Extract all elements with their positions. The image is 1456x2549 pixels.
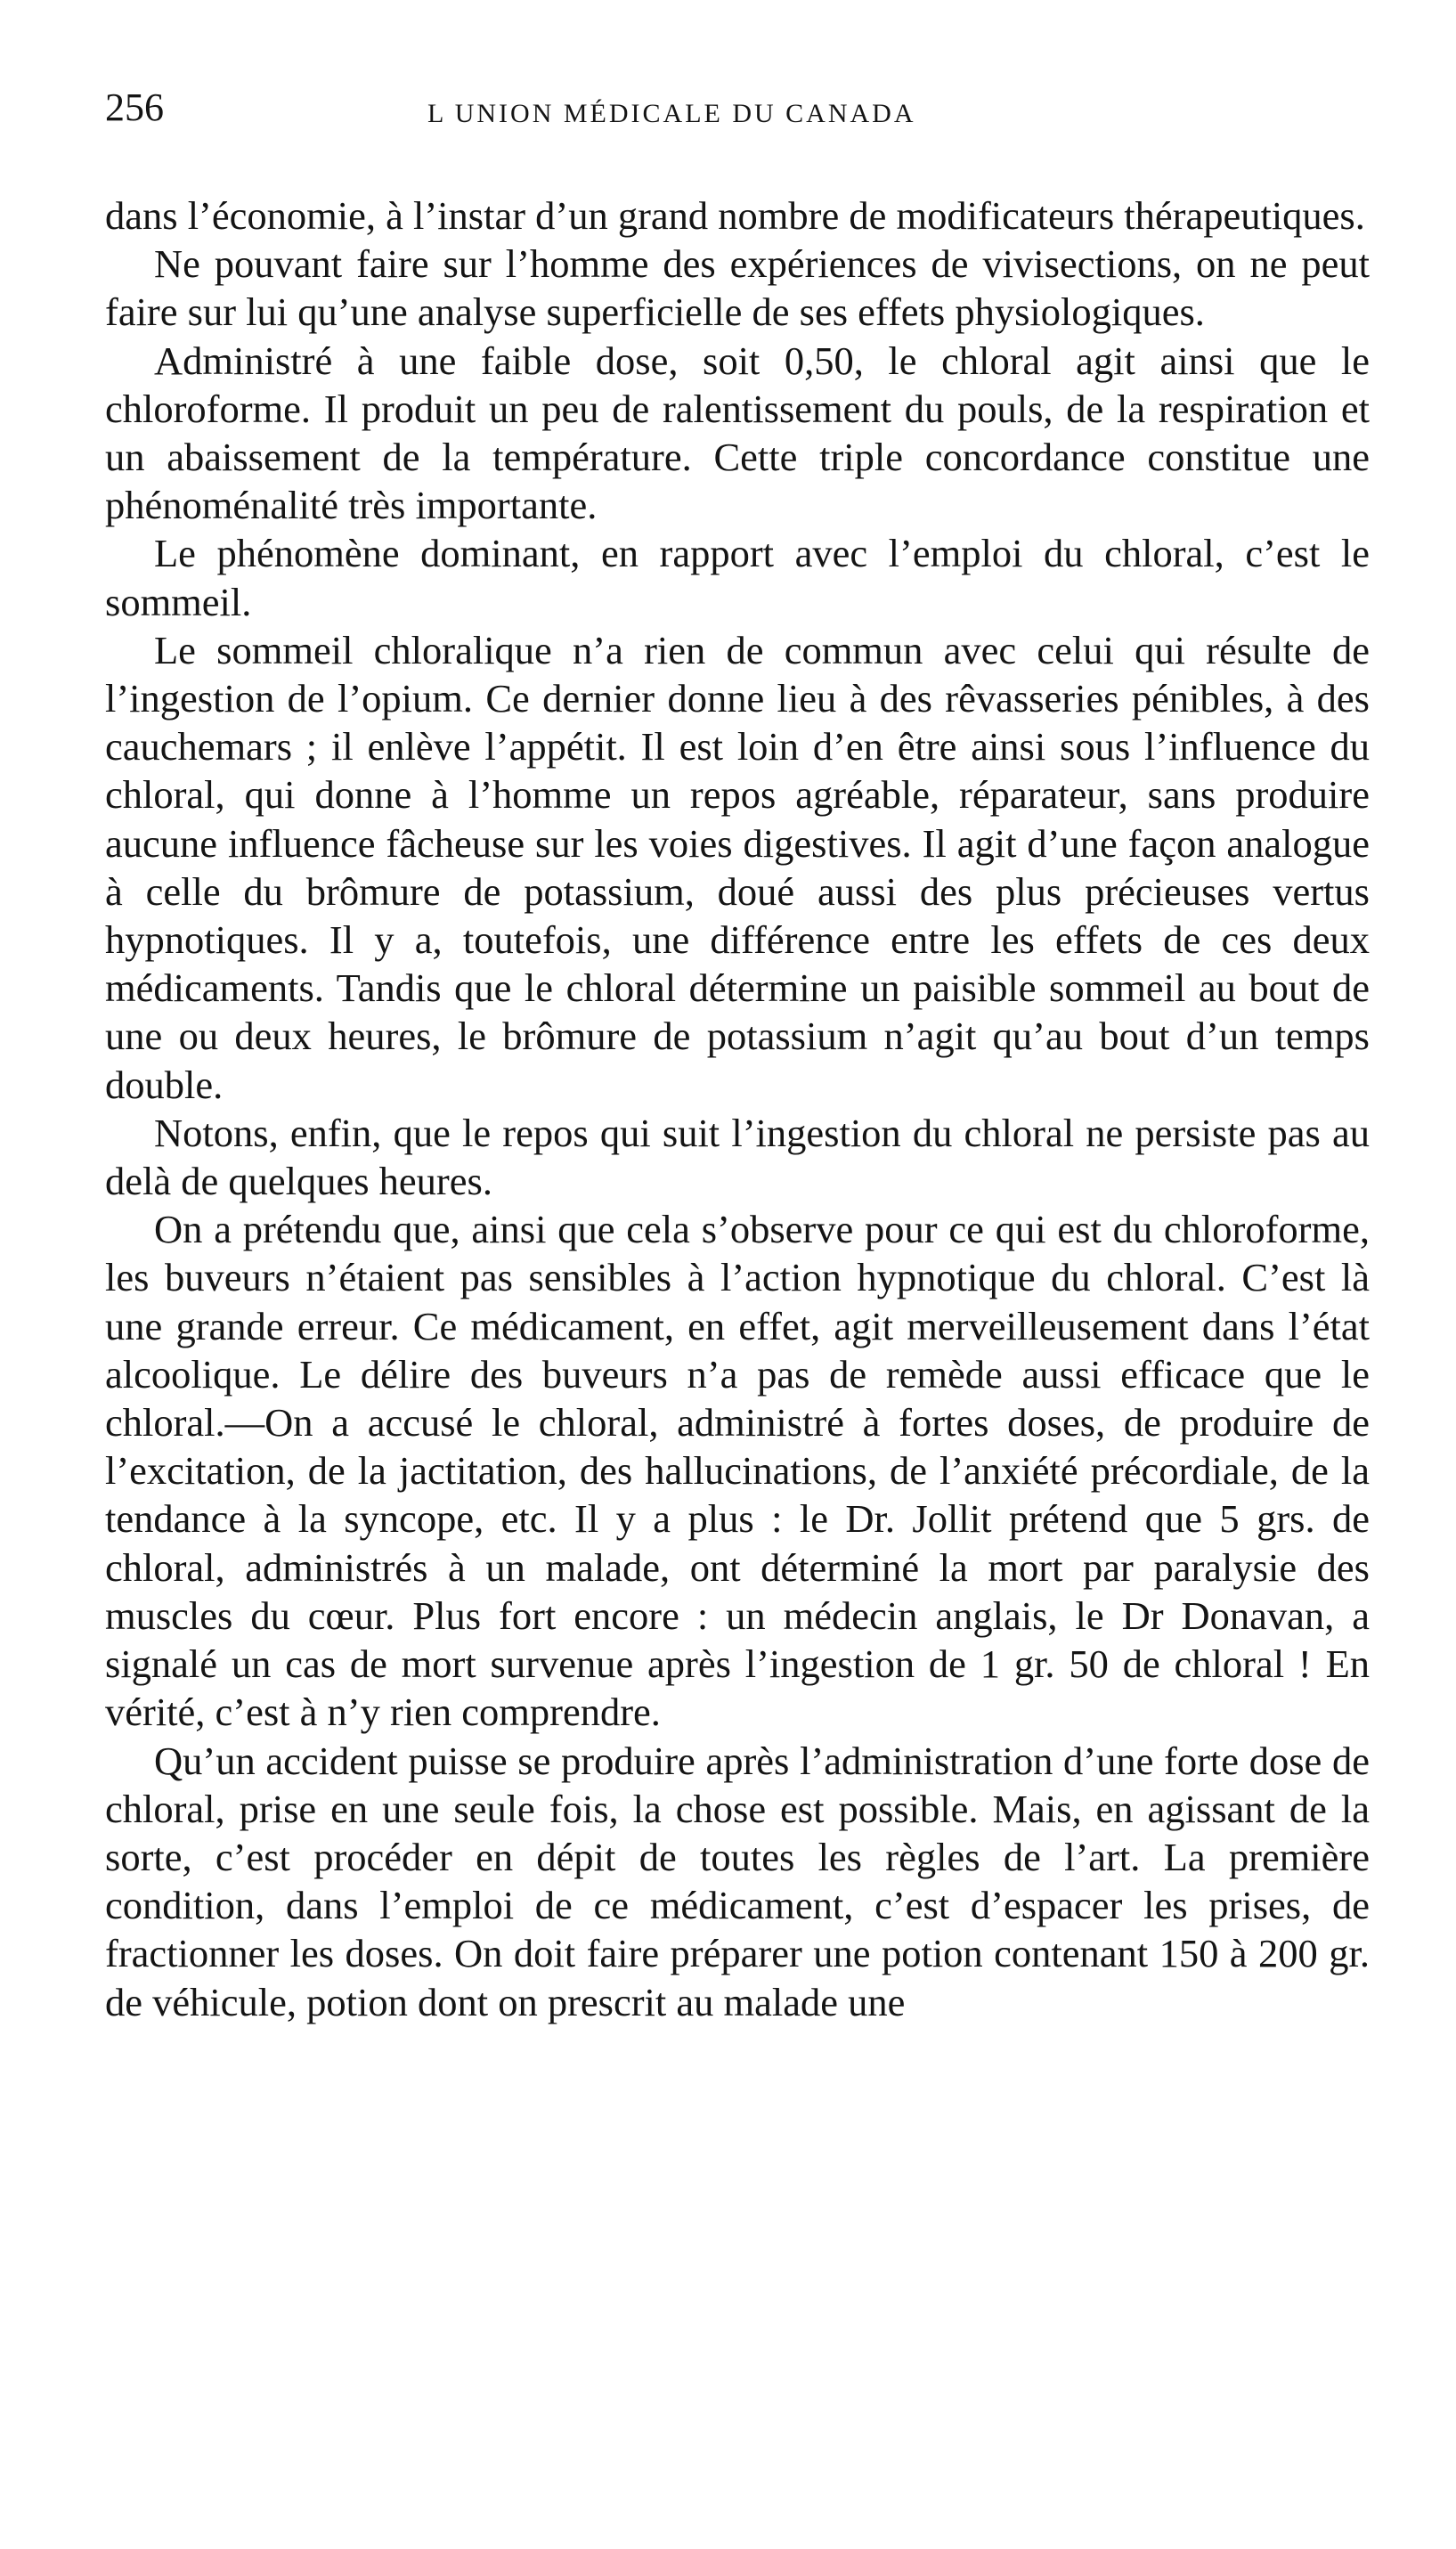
paragraph: dans l’économie, à l’instar d’un grand nombre de modificateurs thérapeutiques. (105, 193, 1365, 238)
paragraph: Le phénomène dominant, en rapport avec l’emploi du chloral, c’est le sommeil. (105, 531, 1370, 624)
paragraph: On a prétendu que, ainsi que cela s’observe pour ce qui est du chloroforme, les buveurs n’étaient pas sensibles à l’action hypnotique du chloral. C’est là une grande erreur. Ce médicament, en effet, agit merveilleusement dans l’état alcoolique. Le délire des buveurs n’a pas de remède aussi efficace que le chloral.—On a accusé le chloral, administré à fortes doses, de produire de l’excitation, de la jactitation, des hallucinations, de l’anxiété précordiale, de la tendance à la syncope, etc. Il y a plus : le Dr. Jollit prétend que 5 grs. de chloral, administrés à un malade, ont déterminé la mort par paralysie des muscles du cœur. Plus fort encore : un médecin anglais, le Dr Donavan, a signalé un cas de mort survenue après l’ingestion de 1 gr. 50 de chloral ! En vérité, c’est à n’y rien comprendre. (105, 1207, 1370, 1735)
paragraph: Administré à une faible dose, soit 0,50, le chloral agit ainsi que le chloroforme. Il produit un peu de ralentissement du pouls, de la respiration et un abaissement de la température. Cette triple concordance constitue une phénoménalité très importante. (105, 338, 1370, 528)
article-body (105, 191, 1370, 2026)
paragraph: Notons, enfin, que le repos qui suit l’ingestion du chloral ne persiste pas au delà de quelques heures. (105, 1110, 1370, 1204)
paragraph: Ne pouvant faire sur l’homme des expériences de vivisections, on ne peut faire sur lui qu’une analyse superficielle de ses effets physiologiques. (105, 241, 1370, 335)
paragraph: Qu’un accident puisse se produire après l’administration d’une forte dose de chloral, prise en une seule fois, la chose est possible. Mais, en agissant de la sorte, c’est procéder en dépit de toutes les règles de l’art. La première condition, dans l’emploi de ce médicament, c’est d’espacer les prises, de fractionner les doses. On doit faire préparer une potion contenant 150 à 200 gr. de véhicule, potion dont on prescrit au malade une (105, 1738, 1370, 2024)
page-number: 256 (105, 86, 164, 129)
document-page (105, 85, 1370, 2026)
journal-title: L UNION MÉDICALE DU CANADA (427, 99, 916, 128)
paragraph: Le sommeil chloralique n’a rien de commun avec celui qui résulte de l’ingestion de l’opium. Ce dernier donne lieu à des rêvasseries pénibles, à des cauchemars ; il enlève l’appétit. Il est loin d’en être ainsi sous l’influence du chloral, qui donne à l’homme un repos agréable, réparateur, sans produire aucune influence fâcheuse sur les voies digestives. Il agit d’une façon analogue à celle du brômure de potassium, doué aussi des plus précieuses vertus hypnotiques. Il y a, toutefois, une différence entre les effets de ces deux médicaments. Tandis que le chloral détermine un paisible sommeil au bout de une ou deux heures, le brômure de potassium n’agit qu’au bout d’un temps double. (105, 627, 1370, 1107)
running-header (105, 85, 1370, 147)
